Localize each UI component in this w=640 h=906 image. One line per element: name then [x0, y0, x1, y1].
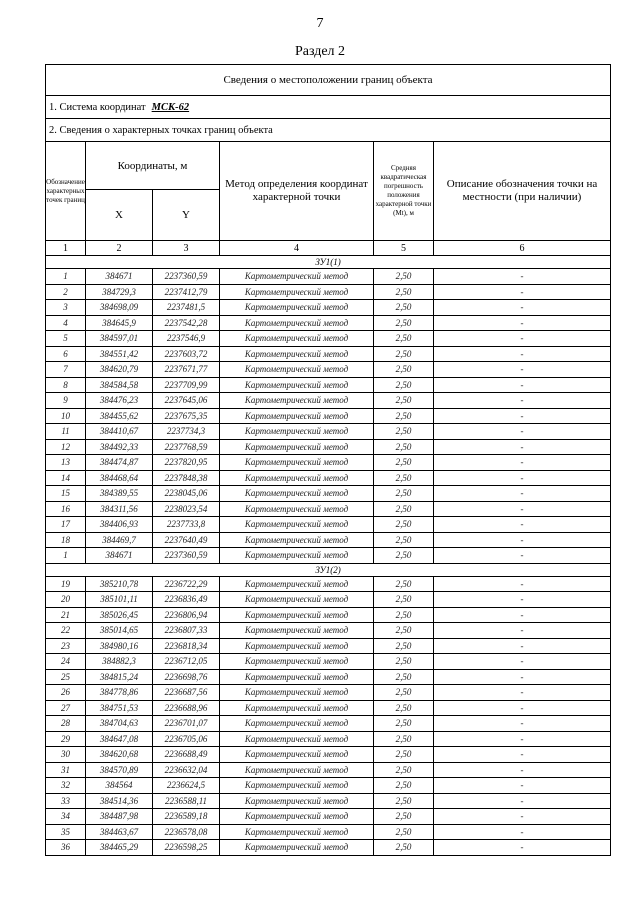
column-number: 1	[46, 241, 86, 256]
method-cell: Картометрический метод	[220, 778, 374, 794]
method-cell: Картометрический метод	[220, 284, 374, 300]
x-coordinate-cell: 384463,67	[86, 824, 153, 840]
error-cell: 2,50	[374, 716, 434, 732]
x-coordinate-cell: 384469,7	[86, 532, 153, 548]
method-cell: Картометрический метод	[220, 517, 374, 533]
method-cell: Картометрический метод	[220, 607, 374, 623]
point-id-cell: 20	[46, 592, 86, 608]
point-id-cell: 3	[46, 300, 86, 316]
y-coordinate-cell: 2236701,07	[153, 716, 220, 732]
x-coordinate-cell: 385014,65	[86, 623, 153, 639]
coordinate-system-row	[46, 96, 611, 119]
point-id-cell: 29	[46, 731, 86, 747]
column-number: 3	[153, 241, 220, 256]
point-id-cell: 15	[46, 486, 86, 502]
point-id-cell: 36	[46, 840, 86, 856]
method-cell: Картометрический метод	[220, 824, 374, 840]
y-coordinate-cell: 2236578,08	[153, 824, 220, 840]
point-id-cell: 24	[46, 654, 86, 670]
error-cell: 2,50	[374, 408, 434, 424]
column-number: 4	[220, 241, 374, 256]
table-row	[46, 393, 611, 409]
error-cell: 2,50	[374, 284, 434, 300]
error-cell: 2,50	[374, 685, 434, 701]
y-coordinate-cell: 2237481,5	[153, 300, 220, 316]
table-row	[46, 716, 611, 732]
point-id-cell: 30	[46, 747, 86, 763]
point-id-cell: 12	[46, 439, 86, 455]
y-coordinate-cell: 2236624,5	[153, 778, 220, 794]
point-id-cell: 4	[46, 315, 86, 331]
error-cell: 2,50	[374, 548, 434, 564]
table-row	[46, 470, 611, 486]
description-cell: -	[434, 408, 611, 424]
table-row	[46, 548, 611, 564]
x-coordinate-cell: 384698,09	[86, 300, 153, 316]
description-cell: -	[434, 548, 611, 564]
table-row	[46, 840, 611, 856]
y-coordinate-cell: 2236688,96	[153, 700, 220, 716]
description-cell: -	[434, 439, 611, 455]
description-cell: -	[434, 377, 611, 393]
x-coordinate-cell: 384311,56	[86, 501, 153, 517]
y-coordinate-cell: 2237675,35	[153, 408, 220, 424]
error-cell: 2,50	[374, 592, 434, 608]
table-row	[46, 809, 611, 825]
description-cell: -	[434, 607, 611, 623]
method-cell: Картометрический метод	[220, 793, 374, 809]
point-id-cell: 14	[46, 470, 86, 486]
point-id-cell: 33	[46, 793, 86, 809]
y-coordinate-cell: 2237542,28	[153, 315, 220, 331]
y-coordinate-cell: 2236722,29	[153, 576, 220, 592]
method-cell: Картометрический метод	[220, 300, 374, 316]
x-coordinate-cell: 384570,89	[86, 762, 153, 778]
x-coordinate-cell: 384751,53	[86, 700, 153, 716]
table-title: Сведения о местоположении границ объекта	[46, 65, 611, 96]
description-cell: -	[434, 424, 611, 440]
description-cell: -	[434, 731, 611, 747]
description-cell: -	[434, 700, 611, 716]
error-cell: 2,50	[374, 669, 434, 685]
x-coordinate-cell: 384671	[86, 269, 153, 285]
table-row	[46, 731, 611, 747]
x-coordinate-cell: 384647,08	[86, 731, 153, 747]
y-coordinate-cell: 2237412,79	[153, 284, 220, 300]
column-number: 5	[374, 241, 434, 256]
error-cell: 2,50	[374, 623, 434, 639]
method-cell: Картометрический метод	[220, 747, 374, 763]
error-cell: 2,50	[374, 377, 434, 393]
description-cell: -	[434, 669, 611, 685]
error-cell: 2,50	[374, 315, 434, 331]
table-row	[46, 300, 611, 316]
y-coordinate-cell: 2237360,59	[153, 269, 220, 285]
x-coordinate-cell: 384476,23	[86, 393, 153, 409]
coordinate-system-label: 1. Система координат	[49, 101, 146, 113]
table-row	[46, 501, 611, 517]
x-coordinate-cell: 384620,79	[86, 362, 153, 378]
x-coordinate-cell: 384620,68	[86, 747, 153, 763]
error-cell: 2,50	[374, 439, 434, 455]
description-cell: -	[434, 685, 611, 701]
method-cell: Картометрический метод	[220, 362, 374, 378]
y-coordinate-cell: 2236589,18	[153, 809, 220, 825]
method-cell: Картометрический метод	[220, 470, 374, 486]
description-cell: -	[434, 654, 611, 670]
method-cell: Картометрический метод	[220, 346, 374, 362]
description-cell: -	[434, 331, 611, 347]
error-cell: 2,50	[374, 638, 434, 654]
description-cell: -	[434, 362, 611, 378]
method-cell: Картометрический метод	[220, 638, 374, 654]
error-cell: 2,50	[374, 532, 434, 548]
table-body	[46, 65, 611, 856]
error-cell: 2,50	[374, 762, 434, 778]
y-coordinate-cell: 2237546,9	[153, 331, 220, 347]
table-row	[46, 424, 611, 440]
description-cell: -	[434, 576, 611, 592]
point-id-cell: 11	[46, 424, 86, 440]
method-cell: Картометрический метод	[220, 731, 374, 747]
error-cell: 2,50	[374, 362, 434, 378]
x-coordinate-cell: 384455,62	[86, 408, 153, 424]
method-cell: Картометрический метод	[220, 623, 374, 639]
x-coordinate-cell: 384487,98	[86, 809, 153, 825]
x-coordinate-cell: 385210,78	[86, 576, 153, 592]
error-cell: 2,50	[374, 731, 434, 747]
y-coordinate-cell: 2237645,06	[153, 393, 220, 409]
coordinate-system-value: МСК-62	[151, 101, 190, 113]
y-coordinate-cell: 2236632,04	[153, 762, 220, 778]
point-id-cell: 23	[46, 638, 86, 654]
point-id-cell: 25	[46, 669, 86, 685]
error-cell: 2,50	[374, 331, 434, 347]
y-coordinate-cell: 2237671,77	[153, 362, 220, 378]
description-cell: -	[434, 300, 611, 316]
y-coordinate-cell: 2236712,05	[153, 654, 220, 670]
point-id-cell: 32	[46, 778, 86, 794]
method-cell: Картометрический метод	[220, 315, 374, 331]
description-cell: -	[434, 284, 611, 300]
method-cell: Картометрический метод	[220, 455, 374, 471]
boundary-points-table	[45, 64, 611, 856]
table-row	[46, 532, 611, 548]
point-id-cell: 5	[46, 331, 86, 347]
x-coordinate-cell: 384492,33	[86, 439, 153, 455]
point-id-cell: 6	[46, 346, 86, 362]
header-coordinates: Координаты, м	[86, 142, 220, 190]
error-cell: 2,50	[374, 470, 434, 486]
method-cell: Картометрический метод	[220, 501, 374, 517]
point-id-cell: 22	[46, 623, 86, 639]
y-coordinate-cell: 2236588,11	[153, 793, 220, 809]
header-description: Описание обозначения точки на местности (при наличии)	[434, 142, 611, 241]
error-cell: 2,50	[374, 300, 434, 316]
point-id-cell: 18	[46, 532, 86, 548]
x-coordinate-cell: 384645,9	[86, 315, 153, 331]
description-cell: -	[434, 501, 611, 517]
table-row	[46, 439, 611, 455]
description-cell: -	[434, 638, 611, 654]
description-cell: -	[434, 778, 611, 794]
page-number: 7	[316, 16, 324, 31]
y-coordinate-cell: 2236688,49	[153, 747, 220, 763]
method-cell: Картометрический метод	[220, 331, 374, 347]
description-cell: -	[434, 762, 611, 778]
header-point-id: Обозначение характерных точек границ	[46, 142, 86, 241]
table-row	[46, 638, 611, 654]
x-coordinate-cell: 384564	[86, 778, 153, 794]
section-title: Раздел 2	[294, 44, 346, 59]
x-coordinate-cell: 385026,45	[86, 607, 153, 623]
description-cell: -	[434, 623, 611, 639]
description-cell: -	[434, 346, 611, 362]
point-id-cell: 13	[46, 455, 86, 471]
error-cell: 2,50	[374, 424, 434, 440]
header-x: X	[86, 190, 153, 241]
error-cell: 2,50	[374, 809, 434, 825]
y-coordinate-cell: 2236807,33	[153, 623, 220, 639]
points-section-label: 2. Сведения о характерных точках границ объекта	[46, 119, 611, 142]
method-cell: Картометрический метод	[220, 424, 374, 440]
x-coordinate-cell: 384468,64	[86, 470, 153, 486]
column-number: 2	[86, 241, 153, 256]
method-cell: Картометрический метод	[220, 393, 374, 409]
error-cell: 2,50	[374, 576, 434, 592]
y-coordinate-cell: 2236598,25	[153, 840, 220, 856]
point-id-cell: 16	[46, 501, 86, 517]
point-id-cell: 35	[46, 824, 86, 840]
table-row	[46, 793, 611, 809]
method-cell: Картометрический метод	[220, 269, 374, 285]
y-coordinate-cell: 2236806,94	[153, 607, 220, 623]
table-row	[46, 486, 611, 502]
table-row	[46, 778, 611, 794]
error-cell: 2,50	[374, 269, 434, 285]
table-row	[46, 455, 611, 471]
error-cell: 2,50	[374, 840, 434, 856]
y-coordinate-cell: 2237640,49	[153, 532, 220, 548]
table-row	[46, 824, 611, 840]
error-cell: 2,50	[374, 607, 434, 623]
description-cell: -	[434, 455, 611, 471]
description-cell: -	[434, 470, 611, 486]
description-cell: -	[434, 315, 611, 331]
table-row	[46, 762, 611, 778]
table-row	[46, 284, 611, 300]
method-cell: Картометрический метод	[220, 408, 374, 424]
point-id-cell: 28	[46, 716, 86, 732]
point-id-cell: 2	[46, 284, 86, 300]
x-coordinate-cell: 384778,86	[86, 685, 153, 701]
error-cell: 2,50	[374, 393, 434, 409]
x-coordinate-cell: 384406,93	[86, 517, 153, 533]
header-error: Средняя квадратическая погрешность положения характерной точки (Mt), м	[374, 142, 434, 241]
point-id-cell: 17	[46, 517, 86, 533]
point-id-cell: 21	[46, 607, 86, 623]
method-cell: Картометрический метод	[220, 809, 374, 825]
method-cell: Картометрический метод	[220, 532, 374, 548]
method-cell: Картометрический метод	[220, 576, 374, 592]
table-row	[46, 362, 611, 378]
point-id-cell: 1	[46, 269, 86, 285]
description-cell: -	[434, 793, 611, 809]
method-cell: Картометрический метод	[220, 654, 374, 670]
error-cell: 2,50	[374, 654, 434, 670]
table-row	[46, 517, 611, 533]
parcel-section-label: ЗУ1(1)	[46, 256, 611, 269]
method-cell: Картометрический метод	[220, 762, 374, 778]
method-cell: Картометрический метод	[220, 377, 374, 393]
y-coordinate-cell: 2237734,3	[153, 424, 220, 440]
table-row	[46, 654, 611, 670]
x-coordinate-cell: 384465,29	[86, 840, 153, 856]
parcel-section-label: ЗУ1(2)	[46, 563, 611, 576]
table-row	[46, 315, 611, 331]
x-coordinate-cell: 384671	[86, 548, 153, 564]
method-cell: Картометрический метод	[220, 685, 374, 701]
x-coordinate-cell: 384389,55	[86, 486, 153, 502]
table-row	[46, 685, 611, 701]
table-row	[46, 346, 611, 362]
y-coordinate-cell: 2236836,49	[153, 592, 220, 608]
point-id-cell: 9	[46, 393, 86, 409]
header-y: Y	[153, 190, 220, 241]
error-cell: 2,50	[374, 517, 434, 533]
description-cell: -	[434, 532, 611, 548]
error-cell: 2,50	[374, 486, 434, 502]
table-row	[46, 747, 611, 763]
header-method: Метод определения координат характерной точки	[220, 142, 374, 241]
y-coordinate-cell: 2236818,34	[153, 638, 220, 654]
table-row	[46, 269, 611, 285]
x-coordinate-cell: 384704,63	[86, 716, 153, 732]
error-cell: 2,50	[374, 747, 434, 763]
table-row	[46, 607, 611, 623]
method-cell: Картометрический метод	[220, 486, 374, 502]
table-row	[46, 331, 611, 347]
y-coordinate-cell: 2237768,59	[153, 439, 220, 455]
y-coordinate-cell: 2237603,72	[153, 346, 220, 362]
x-coordinate-cell: 384474,87	[86, 455, 153, 471]
table-row	[46, 669, 611, 685]
method-cell: Картометрический метод	[220, 840, 374, 856]
y-coordinate-cell: 2238023,54	[153, 501, 220, 517]
method-cell: Картометрический метод	[220, 716, 374, 732]
table-row	[46, 592, 611, 608]
y-coordinate-cell: 2236687,56	[153, 685, 220, 701]
method-cell: Картометрический метод	[220, 439, 374, 455]
point-id-cell: 8	[46, 377, 86, 393]
description-cell: -	[434, 269, 611, 285]
table-row	[46, 408, 611, 424]
method-cell: Картометрический метод	[220, 592, 374, 608]
error-cell: 2,50	[374, 700, 434, 716]
description-cell: -	[434, 393, 611, 409]
description-cell: -	[434, 824, 611, 840]
point-id-cell: 7	[46, 362, 86, 378]
y-coordinate-cell: 2237848,38	[153, 470, 220, 486]
method-cell: Картометрический метод	[220, 548, 374, 564]
description-cell: -	[434, 517, 611, 533]
y-coordinate-cell: 2237820,95	[153, 455, 220, 471]
error-cell: 2,50	[374, 793, 434, 809]
table-row	[46, 623, 611, 639]
column-number: 6	[434, 241, 611, 256]
error-cell: 2,50	[374, 346, 434, 362]
x-coordinate-cell: 384597,01	[86, 331, 153, 347]
description-cell: -	[434, 747, 611, 763]
error-cell: 2,50	[374, 455, 434, 471]
method-cell: Картометрический метод	[220, 669, 374, 685]
x-coordinate-cell: 384729,3	[86, 284, 153, 300]
point-id-cell: 19	[46, 576, 86, 592]
x-coordinate-cell: 384514,36	[86, 793, 153, 809]
y-coordinate-cell: 2236705,06	[153, 731, 220, 747]
description-cell: -	[434, 840, 611, 856]
description-cell: -	[434, 809, 611, 825]
y-coordinate-cell: 2238045,06	[153, 486, 220, 502]
error-cell: 2,50	[374, 824, 434, 840]
point-id-cell: 34	[46, 809, 86, 825]
y-coordinate-cell: 2237360,59	[153, 548, 220, 564]
table-row	[46, 700, 611, 716]
table-row	[46, 576, 611, 592]
x-coordinate-cell: 384551,42	[86, 346, 153, 362]
description-cell: -	[434, 716, 611, 732]
y-coordinate-cell: 2236698,76	[153, 669, 220, 685]
x-coordinate-cell: 384584,58	[86, 377, 153, 393]
point-id-cell: 1	[46, 548, 86, 564]
y-coordinate-cell: 2237709,99	[153, 377, 220, 393]
point-id-cell: 26	[46, 685, 86, 701]
table-row	[46, 377, 611, 393]
point-id-cell: 27	[46, 700, 86, 716]
point-id-cell: 31	[46, 762, 86, 778]
y-coordinate-cell: 2237733,8	[153, 517, 220, 533]
description-cell: -	[434, 592, 611, 608]
point-id-cell: 10	[46, 408, 86, 424]
method-cell: Картометрический метод	[220, 700, 374, 716]
error-cell: 2,50	[374, 778, 434, 794]
x-coordinate-cell: 384882,3	[86, 654, 153, 670]
x-coordinate-cell: 384410,67	[86, 424, 153, 440]
error-cell: 2,50	[374, 501, 434, 517]
description-cell: -	[434, 486, 611, 502]
x-coordinate-cell: 384980,16	[86, 638, 153, 654]
x-coordinate-cell: 384815,24	[86, 669, 153, 685]
x-coordinate-cell: 385101,11	[86, 592, 153, 608]
